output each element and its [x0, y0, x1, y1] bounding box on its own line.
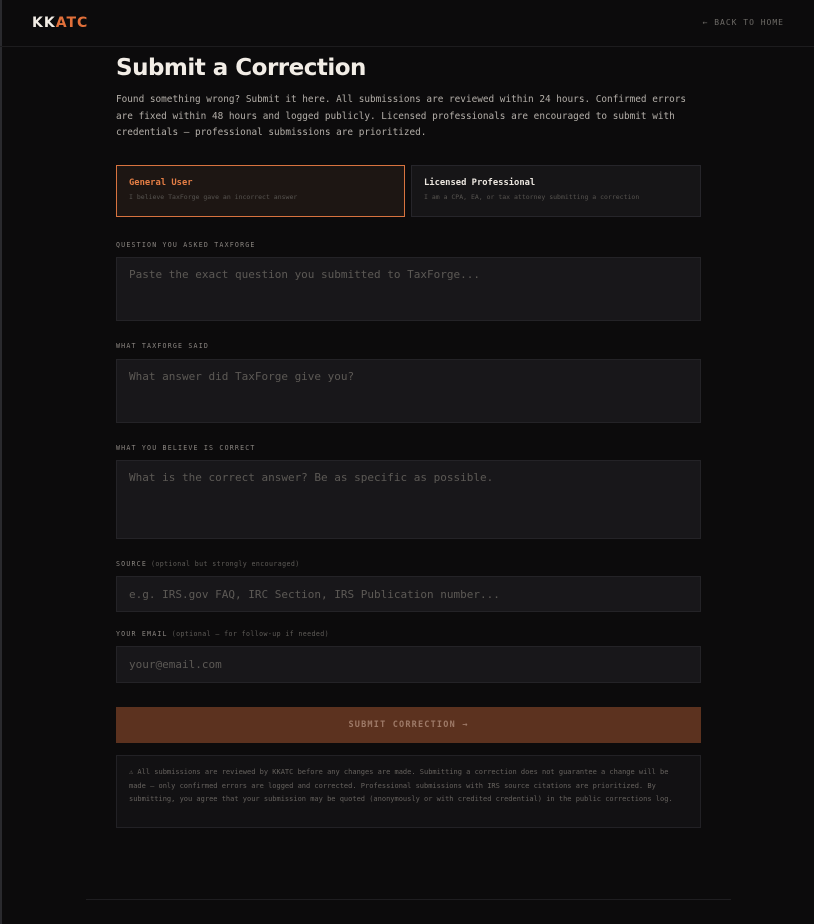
footer-divider — [86, 899, 731, 900]
source-label-note: (optional but strongly encouraged) — [151, 560, 300, 568]
back-to-home-link[interactable]: ← BACK TO HOME — [702, 18, 784, 27]
user-type-desc: I am a CPA, EA, or tax attorney submitting a correction — [424, 193, 640, 201]
logo[interactable] — [32, 15, 88, 31]
user-type-title: Licensed Professional — [424, 178, 536, 188]
page-title: Submit a Correction — [116, 55, 366, 81]
correction-form — [116, 55, 701, 803]
top-bar — [0, 0, 814, 47]
window-edge — [0, 0, 2, 924]
question-label: QUESTION YOU ASKED TAXFORGE — [116, 241, 256, 249]
taxforge-said-label: WHAT TAXFORGE SAID — [116, 342, 210, 350]
correct-answer-label: WHAT YOU BELIEVE IS CORRECT — [116, 444, 256, 452]
correct-answer-textarea[interactable] — [116, 460, 701, 539]
email-input[interactable] — [116, 646, 701, 683]
email-label — [116, 630, 329, 638]
question-textarea[interactable] — [116, 257, 701, 321]
intro-text: Found something wrong? Submit it here. All submissions are reviewed within 24 hours. Confirmed errors are fixed within 48 hours and logged publicly. Licensed professionals are encouraged to submit with credentials — professional submissions are prioritized. — [116, 94, 687, 138]
email-label-note: (optional — for follow-up if needed) — [171, 630, 330, 638]
user-type-selector — [116, 165, 701, 217]
source-label — [116, 560, 300, 568]
disclaimer-notice: ⚠ All submissions are reviewed by KKATC before any changes are made. Submitting a correction does not guarantee a change will be made — only confirmed errors are logged and corrected. Professional submissions with IRS source citations are prioritized. By submitting, you agree that your submission may be quoted (anonymously or with credited credential) in the public corrections log. — [116, 755, 701, 828]
taxforge-said-textarea[interactable] — [116, 359, 701, 423]
source-label-text: SOURCE — [116, 560, 148, 568]
user-type-desc: I believe TaxForge gave an incorrect answer — [129, 193, 298, 201]
user-type-title: General User — [129, 178, 193, 188]
submit-correction-button[interactable]: SUBMIT CORRECTION → — [116, 707, 701, 743]
user-type-general[interactable] — [116, 165, 405, 217]
user-type-professional[interactable] — [411, 165, 701, 217]
source-input[interactable] — [116, 576, 701, 612]
logo-accent: ATC — [55, 15, 89, 31]
logo-primary: KK — [32, 15, 56, 31]
email-label-text: YOUR EMAIL — [116, 630, 168, 638]
